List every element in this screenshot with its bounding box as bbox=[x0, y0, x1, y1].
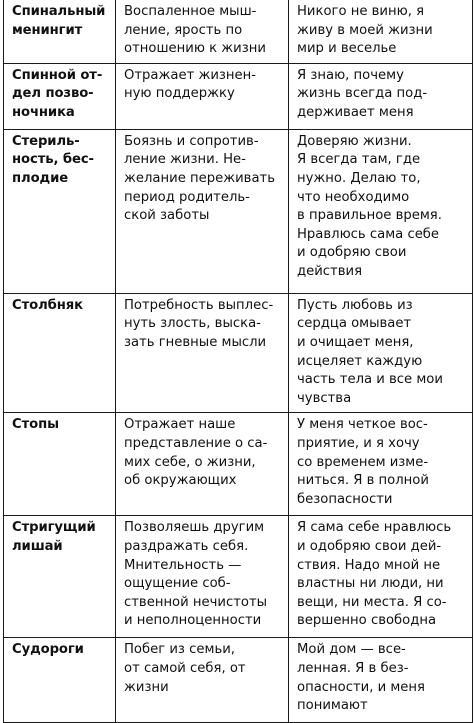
term-cell: Судороги bbox=[4, 638, 116, 723]
table-row bbox=[4, 413, 473, 516]
reference-table bbox=[3, 0, 473, 723]
affirmation-cell: Я сама себе нравлюсь и одобряю свои дей- ствия. Надо мной не властны ни люди, ни вещи, ни места. Я со- вершенно свободна bbox=[289, 516, 473, 638]
cause-cell: Отражает жизнен- ную поддержку bbox=[116, 63, 289, 129]
cause-cell: Отражает наше представление о са- мих себе, о жизни, об окружающих bbox=[116, 413, 289, 516]
term-cell: Стригущий лишай bbox=[4, 516, 116, 638]
affirmation-cell: У меня четкое вос- приятие, и я хочу со временем изме- ниться. Я в полной безопасности bbox=[289, 413, 473, 516]
table-row bbox=[4, 516, 473, 638]
table-row bbox=[4, 129, 473, 293]
term-cell: Спинной от- дел позво- ночника bbox=[4, 63, 116, 129]
affirmation-cell: Никого не виню, я живу в моей жизни мир и веселье bbox=[289, 0, 473, 63]
cause-cell: Потребность выплес- нуть злость, выска- зать гневные мысли bbox=[116, 293, 289, 413]
affirmation-cell: Доверяю жизни. Я всегда там, где нужно. Делаю то, что необходимо в правильное время. Нравлюсь сама себе и одобряю свои действия bbox=[289, 129, 473, 293]
cause-cell: Воспаленное мыш- ление, ярость по отношению к жизни bbox=[116, 0, 289, 63]
cause-cell: Побег из семьи, от самой себя, от жизни bbox=[116, 638, 289, 723]
table-row bbox=[4, 0, 473, 63]
table-row bbox=[4, 293, 473, 413]
affirmation-cell: Мой дом — все- ленная. Я в без- опасности, и меня понимают bbox=[289, 638, 473, 723]
term-cell: Столбняк bbox=[4, 293, 116, 413]
table-row bbox=[4, 638, 473, 723]
affirmation-cell: Пусть любовь из сердца омывает и очищает меня, исцеляет каждую часть тела и все мои чувства bbox=[289, 293, 473, 413]
term-cell: Стопы bbox=[4, 413, 116, 516]
term-cell: Стериль- ность, бес- плодие bbox=[4, 129, 116, 293]
cause-cell: Позволяешь другим раздражать себя. Мнительность — ощущение соб- ственной нечистоты и неполноценности bbox=[116, 516, 289, 638]
table-row bbox=[4, 63, 473, 129]
term-cell: Спинальный менингит bbox=[4, 0, 116, 63]
affirmation-cell: Я знаю, почему жизнь всегда под- держивает меня bbox=[289, 63, 473, 129]
cause-cell: Боязнь и сопротив- ление жизни. Не- желание переживать период родитель- ской заботы bbox=[116, 129, 289, 293]
